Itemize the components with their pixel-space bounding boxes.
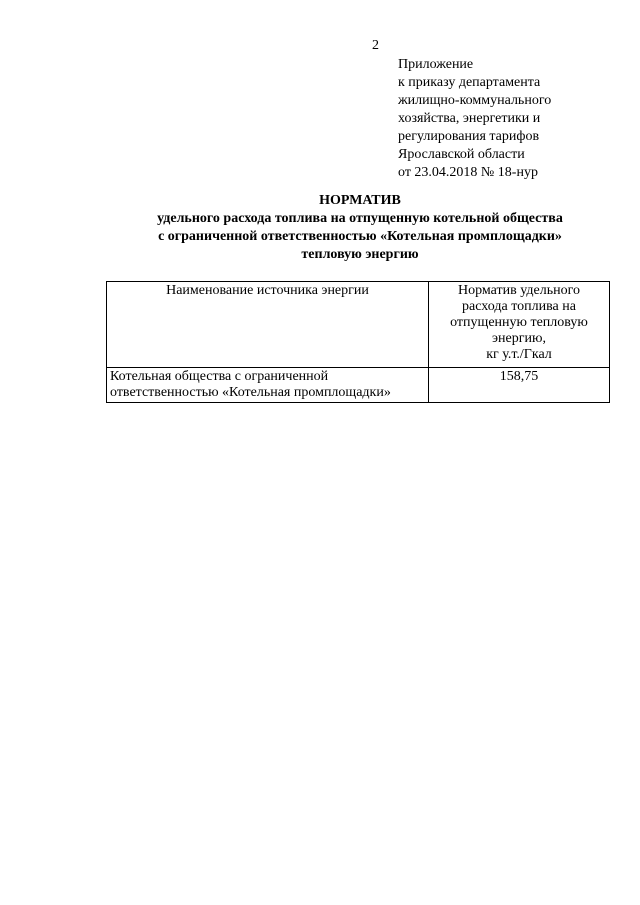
appendix-line: регулирования тарифов [398, 129, 540, 144]
header-norm-cell [429, 282, 610, 368]
table-row [107, 368, 610, 403]
appendix-block [398, 56, 628, 182]
header-norm-line: отпущенную тепловую [450, 315, 588, 330]
document-title [100, 192, 620, 264]
header-norm-line: кг у.т./Гкал [486, 347, 552, 362]
title-line: тепловую энергию [301, 247, 419, 262]
page-number: 2 [372, 38, 379, 53]
header-norm-line: Норматив удельного [458, 283, 580, 298]
row-source-cell [107, 368, 429, 403]
appendix-line: хозяйства, энергетики и [398, 111, 541, 126]
table-header-row [107, 282, 610, 368]
row-value-cell [429, 368, 610, 403]
title-heading: НОРМАТИВ [319, 193, 401, 208]
header-source-label: Наименование источника энергии [166, 283, 369, 298]
appendix-line: от 23.04.2018 № 18-нур [398, 165, 538, 180]
row-source-line: Котельная общества с ограниченной [110, 369, 329, 384]
title-line: с ограниченной ответственностью «Котельная промплощадки» [158, 229, 562, 244]
appendix-line: Ярославской области [398, 147, 525, 162]
appendix-line: к приказу департамента [398, 75, 541, 90]
appendix-line: Приложение [398, 57, 474, 72]
header-norm-line: расхода топлива на [462, 299, 576, 314]
row-value: 158,75 [499, 369, 539, 384]
header-source-cell [107, 282, 429, 368]
header-norm-line: энергию, [492, 331, 546, 346]
row-source-line: ответственностью «Котельная промплощадки» [110, 385, 391, 400]
title-line: удельного расхода топлива на отпущенную котельной общества [157, 211, 563, 226]
appendix-line: жилищно-коммунального [398, 93, 552, 108]
norm-table [106, 281, 610, 403]
